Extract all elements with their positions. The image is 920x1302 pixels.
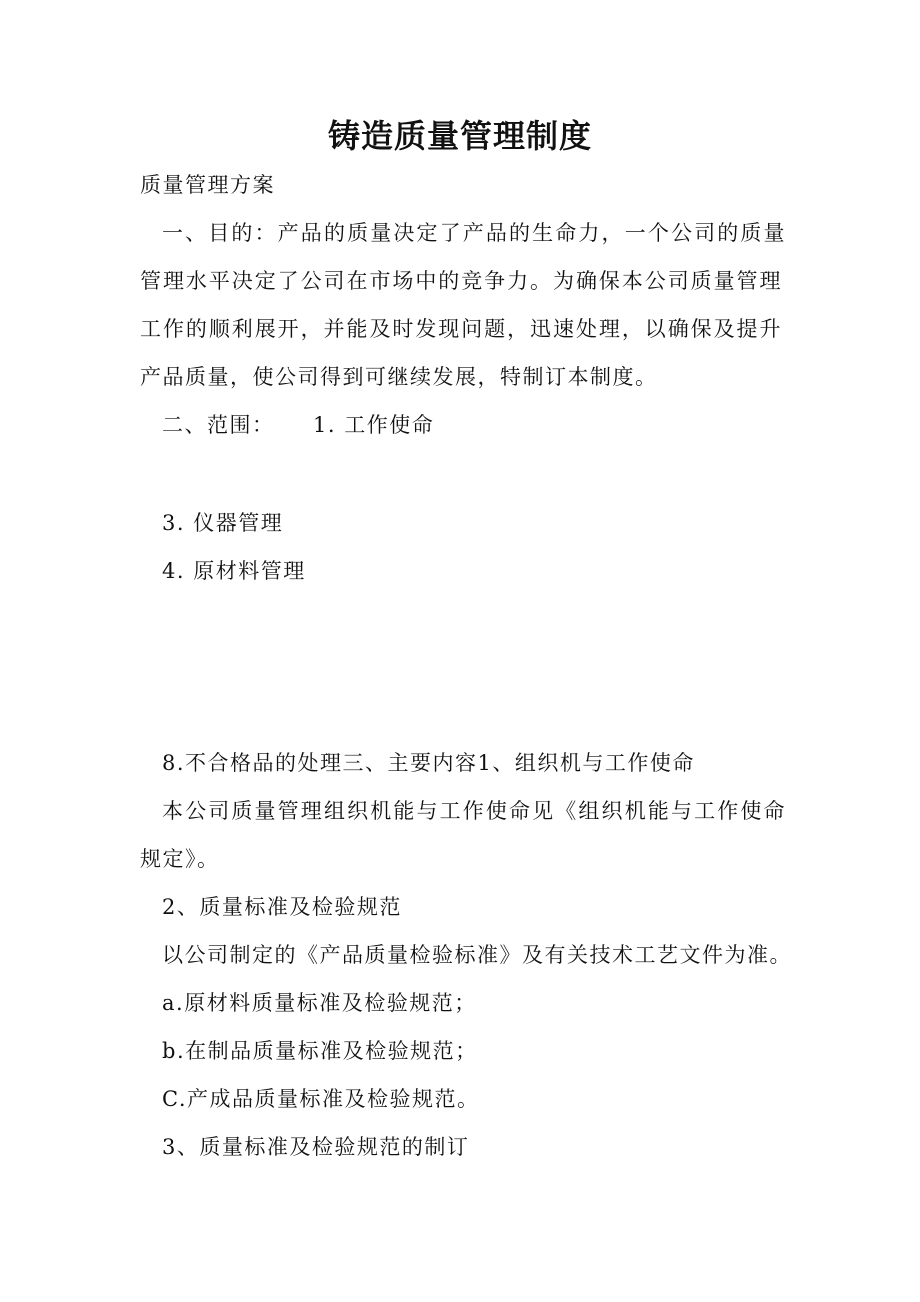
purpose-line-2: 管理水平决定了公司在市场中的竞争力。为确保本公司质量管理 xyxy=(140,269,782,293)
document-title: 铸造质量管理制度 xyxy=(327,117,592,155)
section-subtitle: 质量管理方案 xyxy=(140,173,275,197)
formulation-heading: 3、质量标准及检验规范的制订 xyxy=(162,1135,470,1159)
purpose-line-1: 一、目的：产品的质量决定了产品的生命力，一个公司的质量 xyxy=(162,221,786,245)
organization-line-1: 本公司质量管理组织机能与工作使命见《组织机能与工作使命 xyxy=(162,799,786,823)
scope-item-4: 4. 原材料管理 xyxy=(162,559,306,583)
standards-heading: 2、质量标准及检验规范 xyxy=(162,895,402,919)
standards-item-b: b.在制品质量标准及检验规范； xyxy=(162,1039,478,1063)
standards-intro: 以公司制定的《产品质量检验标准》及有关技术工艺文件为准。 xyxy=(162,943,792,967)
purpose-line-3: 工作的顺利展开，并能及时发现问题，迅速处理，以确保及提升 xyxy=(140,317,782,341)
organization-line-2: 规定》。 xyxy=(140,847,220,871)
purpose-line-4: 产品质量，使公司得到可继续发展，特制订本制度。 xyxy=(140,365,658,389)
standards-item-a: a.原材料质量标准及检验规范； xyxy=(162,991,477,1015)
standards-item-c: C.产成品质量标准及检验规范。 xyxy=(162,1087,480,1111)
scope-item-1: 1. 工作使命 xyxy=(313,413,435,437)
scope-item-8: 8.不合格品的处理三、主要内容1、组织机与工作使命 xyxy=(162,751,695,775)
scope-label: 二、范围： xyxy=(162,413,275,437)
scope-item-3: 3. 仪器管理 xyxy=(162,511,284,535)
